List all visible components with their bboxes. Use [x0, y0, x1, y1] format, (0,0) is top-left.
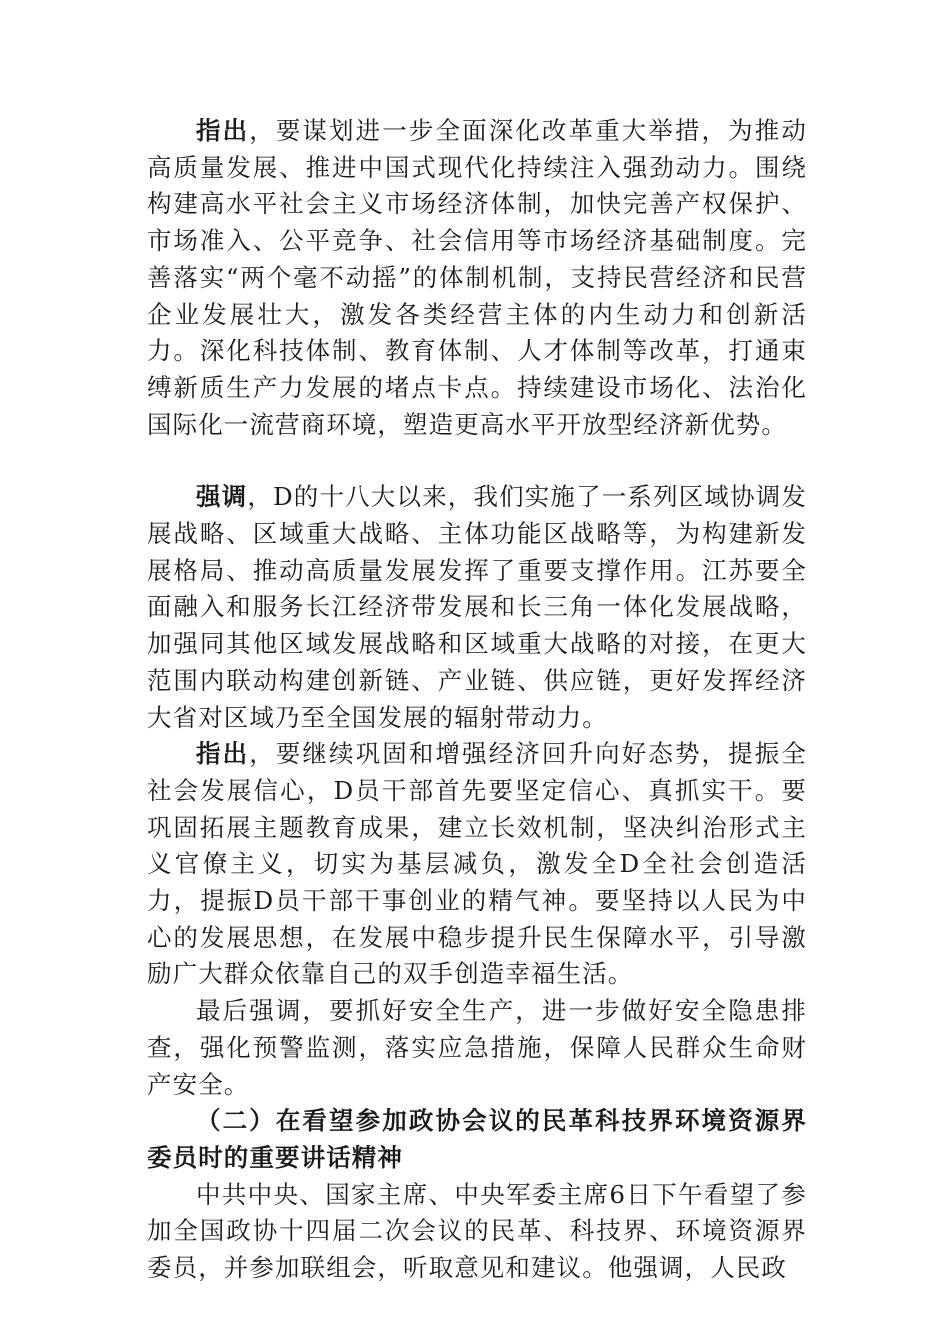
paragraph-text: ，D的十八大以来，我们实施了一系列区域协调发展战略、区域重大战略、主体功能区战略等，为构建新发展格局、推动高质量发展发挥了重要支撑作用。江苏要全面融入和服务长江经济带发展和长三角一体化发展战略，加强同其他区域发展战略和区域重大战略的对接，在更大范围内联动构建创新链、产业链、供应链，更好发挥经济大省对区域乃至全国发展的辐射带动力。 [147, 482, 807, 732]
paragraph-gap [147, 443, 807, 479]
paragraph-safety [147, 993, 807, 1103]
paragraph-lead: 指出 [196, 739, 250, 769]
paragraph-text: 最后强调，要抓好安全生产，进一步做好安全隐患排查，强化预警监测，落实应急措施，保障人民群众生命财产安全。 [147, 996, 807, 1099]
paragraph-text: ，要谋划进一步全面深化改革重大举措，为推动高质量发展、推进中国式现代化持续注入强劲动力。围绕构建高水平社会主义市场经济体制，加快完善产权保护、市场准入、公平竞争、社会信用等市场经济基础制度。完善落实“两个毫不动摇”的体制机制，支持民营经济和民营企业发展壮大，激发各类经营主体的内生动力和创新活力。深化科技体制、教育体制、人才体制等改革，打通束缚新质生产力发展的堵点卡点。持续建设市场化、法治化国际化一流营商环境，塑造更高水平开放型经济新优势。 [147, 116, 807, 439]
paragraph-regional-strategy [147, 479, 807, 736]
section-heading: （二）在看望参加政协会议的民革科技界环境资源界委员时的重要讲话精神 [147, 1106, 807, 1172]
paragraph-lead: 强调 [196, 482, 248, 512]
paragraph-text: ，要继续巩固和增强经济回升向好态势，提振全社会发展信心，D员干部首先要坚定信心、真抓实干。要巩固拓展主题教育成果，建立长效机制，坚决纠治形式主义官僚主义，切实为基层减负，激发全D全社会创造活力，提振D员干部干事创业的精气神。要坚持以人民为中心的发展思想，在发展中稳步提升民生保障水平，引导激励广大群众依靠自己的双手创造幸福生活。 [147, 739, 807, 989]
paragraph-cppcc-visit: 中共中央、国家主席、中央军委主席6日下午看望了参加全国政协十四届二次会议的民革、科技界、环境资源界委员，并参加联组会，听取意见和建议。他强调，人民政 [147, 1179, 807, 1283]
document-body [147, 113, 807, 1287]
paragraph-lead: 指出 [196, 116, 250, 145]
paragraph-economic-recovery [147, 736, 807, 993]
paragraph-reform-measures [147, 113, 807, 443]
